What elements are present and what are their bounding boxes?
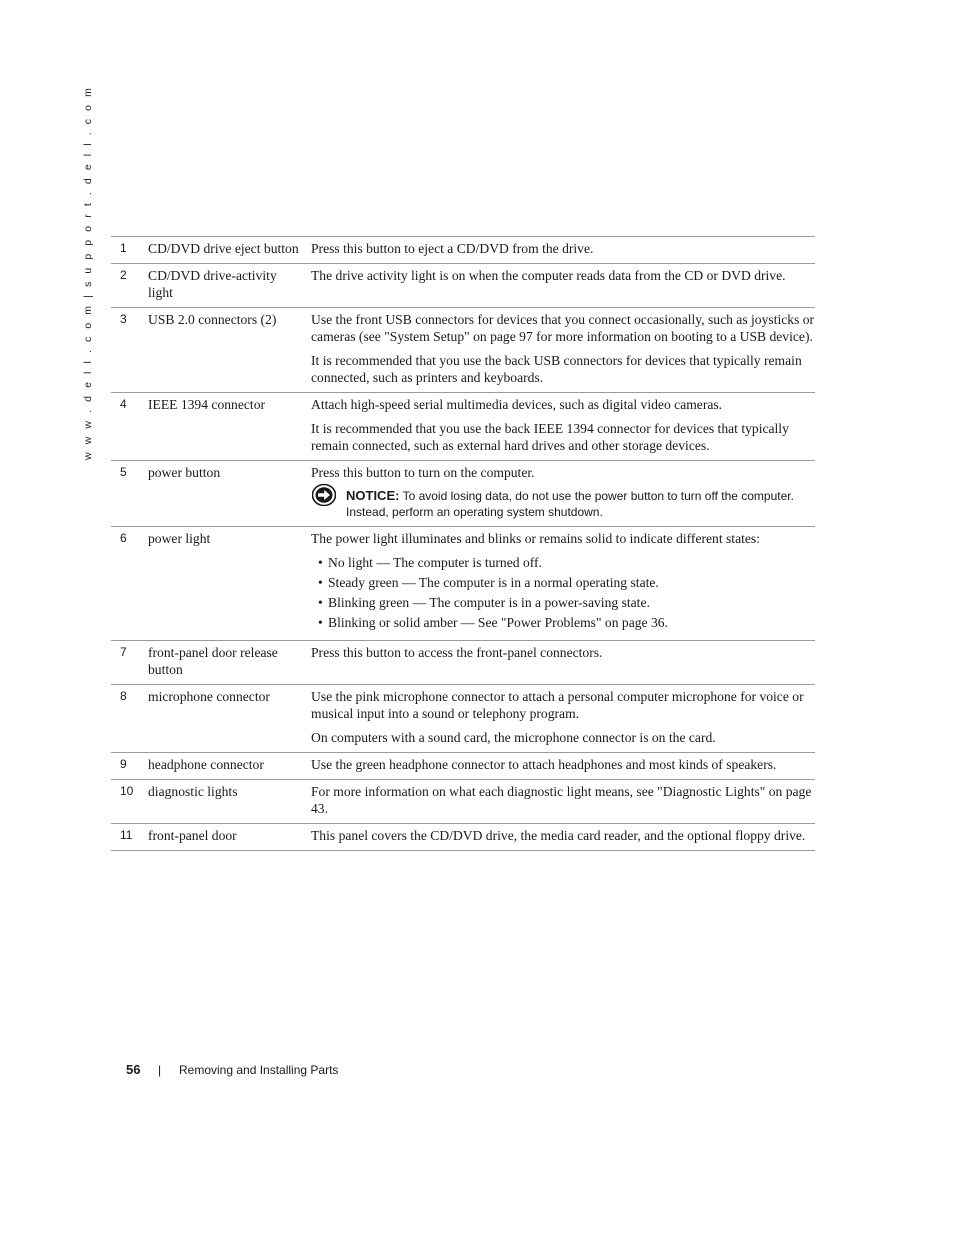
row-number: 6 xyxy=(111,527,148,641)
row-label: CD/DVD drive eject button xyxy=(148,237,311,264)
row-description xyxy=(311,753,815,780)
description-paragraph: Press this button to eject a CD/DVD from the drive. xyxy=(311,241,594,256)
row-number: 2 xyxy=(111,264,148,308)
description-paragraph: The power light illuminates and blinks or remains solid to indicate different states: xyxy=(311,531,760,546)
description-paragraph: For more information on what each diagnostic light means, see "Diagnostic Lights" on page 43. xyxy=(311,784,812,816)
row-label: front-panel door xyxy=(148,824,311,851)
list-item: • Steady green — The computer is in a normal operating state. xyxy=(328,574,815,591)
row-number: 8 xyxy=(111,685,148,753)
row-number: 10 xyxy=(111,780,148,824)
row-description xyxy=(311,461,815,527)
notice-label: NOTICE: xyxy=(346,488,400,503)
description-paragraph: Attach high-speed serial multimedia devices, such as digital video cameras. xyxy=(311,397,723,412)
row-label: USB 2.0 connectors (2) xyxy=(148,308,311,393)
row-label: power light xyxy=(148,527,311,641)
table-row xyxy=(111,685,815,753)
table-row xyxy=(111,237,815,264)
table-row xyxy=(111,753,815,780)
row-number: 11 xyxy=(111,824,148,851)
description-paragraph: Use the front USB connectors for devices that you connect occasionally, such as joysticks or cameras (see "System Setup" on page 97 for more information on booting to a USB device). xyxy=(311,312,815,344)
description-paragraph: It is recommended that you use the back IEEE 1394 connector for devices that typically remain connected, such as external hard drives and other storage devices. xyxy=(311,421,789,453)
row-number: 4 xyxy=(111,393,148,461)
description-paragraph: Press this button to access the front-panel connectors. xyxy=(311,645,603,660)
table-row xyxy=(111,308,815,393)
description-paragraph: It is recommended that you use the back USB connectors for devices that typically remain connected, such as printers and keyboards. xyxy=(311,353,802,385)
notice-box xyxy=(311,488,815,520)
row-label: power button xyxy=(148,461,311,527)
description-paragraph: This panel covers the CD/DVD drive, the media card reader, and the optional floppy drive. xyxy=(311,828,806,843)
notice-text: To avoid losing data, do not use the power button to turn off the computer. Instead, perform an operating system shutdown. xyxy=(346,489,794,519)
row-description xyxy=(311,393,815,461)
row-label: IEEE 1394 connector xyxy=(148,393,311,461)
table-row xyxy=(111,824,815,851)
parts-table xyxy=(111,236,815,851)
table-row xyxy=(111,461,815,527)
description-paragraph: On computers with a sound card, the microphone connector is on the card. xyxy=(311,730,716,745)
row-number: 7 xyxy=(111,641,148,685)
description-paragraph: The drive activity light is on when the computer reads data from the CD or DVD drive. xyxy=(311,268,786,283)
table-row xyxy=(111,780,815,824)
row-label: diagnostic lights xyxy=(148,780,311,824)
row-label: headphone connector xyxy=(148,753,311,780)
notice-arrow-icon xyxy=(312,484,336,506)
row-label: CD/DVD drive-activity light xyxy=(148,264,311,308)
row-number: 3 xyxy=(111,308,148,393)
row-description xyxy=(311,308,815,393)
table-row xyxy=(111,641,815,685)
list-item: • Blinking or solid amber — See "Power Problems" on page 36. xyxy=(328,614,815,631)
row-label: front-panel door release button xyxy=(148,641,311,685)
row-label: microphone connector xyxy=(148,685,311,753)
description-paragraph: Use the green headphone connector to attach headphones and most kinds of speakers. xyxy=(311,757,777,772)
description-paragraph: Use the pink microphone connector to attach a personal computer microphone for voice or musical input into a sound or telephony program. xyxy=(311,689,804,721)
row-description xyxy=(311,685,815,753)
section-title: Removing and Installing Parts xyxy=(179,1063,339,1077)
list-item: • No light — The computer is turned off. xyxy=(328,554,815,571)
side-url-text: w w w . d e l l . c o m | s u p p o r t . d e l l . c o m xyxy=(82,85,94,460)
page-number: 56 xyxy=(126,1062,141,1077)
row-number: 5 xyxy=(111,461,148,527)
description-paragraph: Press this button to turn on the computer. xyxy=(311,465,535,480)
row-description xyxy=(311,264,815,308)
row-description xyxy=(311,641,815,685)
row-number: 9 xyxy=(111,753,148,780)
table-row xyxy=(111,393,815,461)
power-light-states-list xyxy=(311,554,815,631)
row-number: 1 xyxy=(111,237,148,264)
table-row xyxy=(111,264,815,308)
footer-separator: | xyxy=(158,1063,162,1077)
row-description xyxy=(311,824,815,851)
list-item: • Blinking green — The computer is in a power-saving state. xyxy=(328,594,815,611)
row-description xyxy=(311,237,815,264)
row-description xyxy=(311,527,815,641)
table-row xyxy=(111,527,815,641)
row-description xyxy=(311,780,815,824)
